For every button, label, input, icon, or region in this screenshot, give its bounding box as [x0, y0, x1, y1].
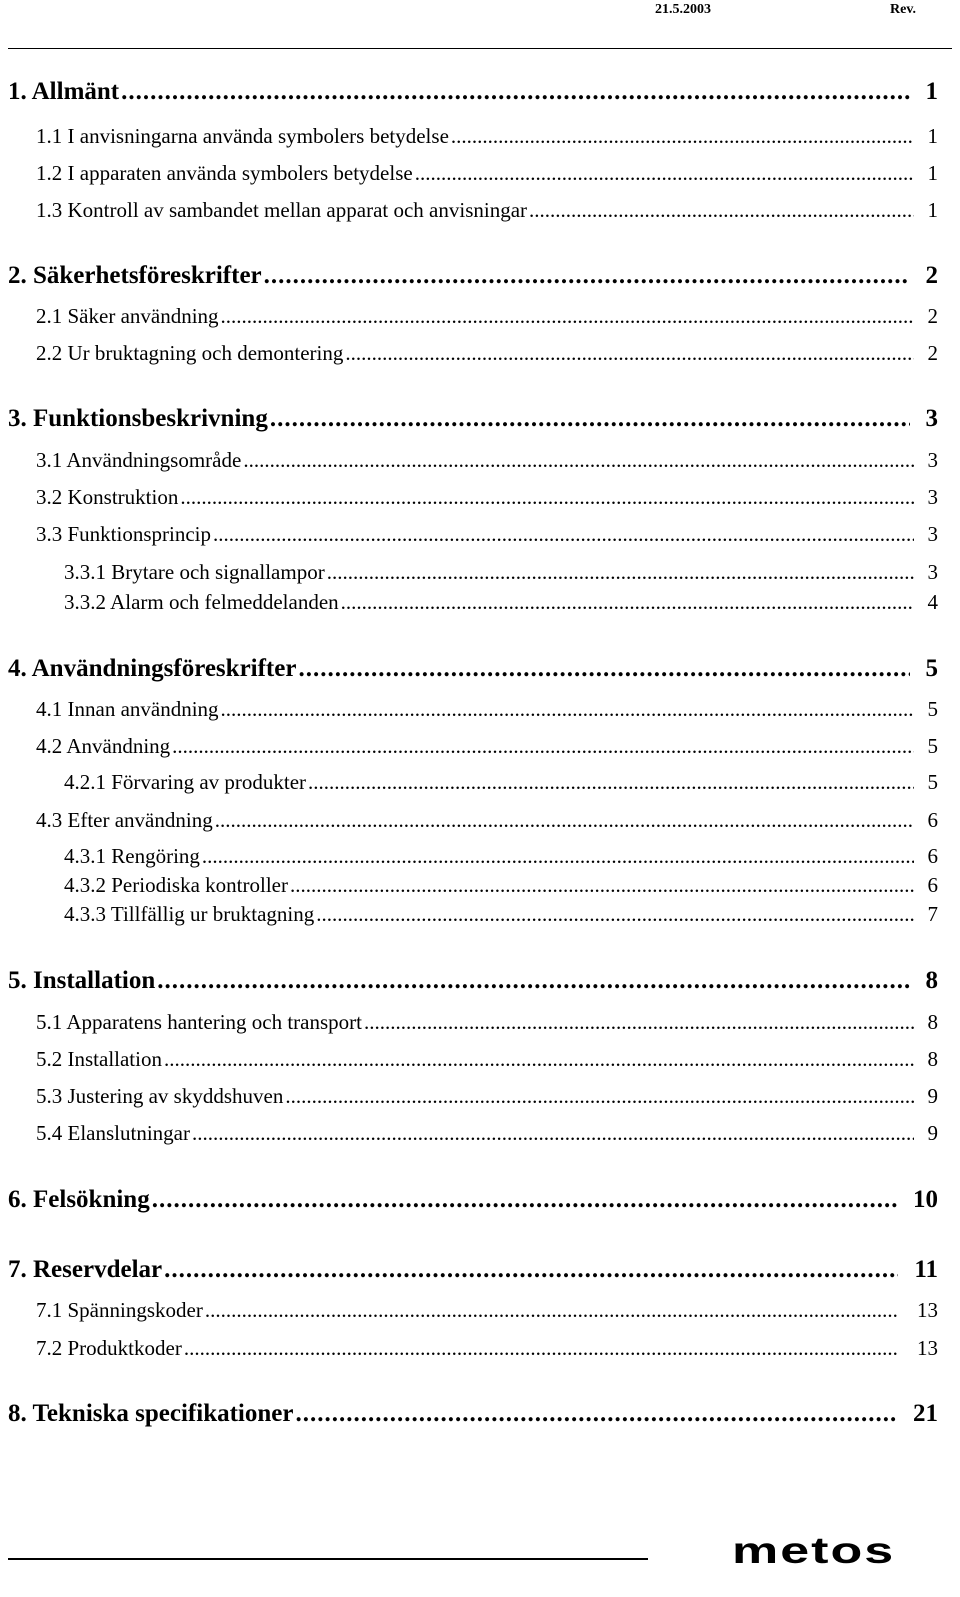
toc-dot-leader: [180, 485, 914, 510]
footer-rule: [8, 1558, 648, 1560]
toc-dot-leader: [152, 1186, 898, 1214]
header-date: 21.5.2003: [655, 2, 711, 17]
toc-dot-leader: [345, 341, 914, 366]
toc-entry-page-number: 5: [927, 697, 938, 721]
toc-entry[interactable]: [8, 262, 938, 290]
toc-entry-title: 5. Installation: [8, 967, 156, 994]
toc-entry-title: 4.3.2 Periodiska kontroller: [64, 873, 288, 897]
toc-dot-leader: [327, 560, 914, 585]
toc-entry-page-number: 8: [927, 1047, 938, 1071]
toc-entry-title: 2. Säkerhetsföreskrifter: [8, 262, 262, 289]
toc-entry-page-number: 9: [927, 1121, 938, 1145]
toc-entry[interactable]: [64, 770, 938, 795]
toc-entry-title: 5.4 Elanslutningar: [36, 1121, 190, 1145]
toc-entry-title: 8. Tekniska specifikationer: [8, 1400, 294, 1427]
toc-entry-title: 5.2 Installation: [36, 1047, 162, 1071]
toc-entry-title: 7.2 Produktkoder: [36, 1336, 182, 1360]
toc-entry-title: 4.3.1 Rengöring: [64, 844, 200, 868]
toc-dot-leader: [451, 124, 914, 149]
toc-dot-leader: [316, 902, 914, 927]
toc-entry[interactable]: [8, 655, 938, 683]
toc-dot-leader: [415, 161, 914, 186]
toc-dot-leader: [172, 734, 914, 759]
toc-entry[interactable]: [64, 590, 938, 615]
toc-dot-leader: [298, 655, 910, 683]
toc-entry[interactable]: [36, 1047, 938, 1072]
page-header: [0, 0, 960, 24]
toc-dot-leader: [192, 1121, 914, 1146]
toc-entry-page-number: 10: [913, 1186, 938, 1213]
toc-entry-page-number: 2: [927, 341, 938, 365]
toc-entry-page-number: 2: [927, 304, 938, 328]
toc-entry[interactable]: [36, 1010, 938, 1035]
toc-entry[interactable]: [36, 341, 938, 366]
toc-dot-leader: [295, 1400, 898, 1428]
toc-entry-title: 5.3 Justering av skyddshuven: [36, 1084, 284, 1108]
toc-entry-page-number: 13: [917, 1336, 938, 1360]
toc-entry-page-number: 4: [927, 590, 938, 614]
toc-entry-page-number: 8: [925, 967, 938, 994]
toc-dot-leader: [264, 262, 910, 290]
toc-entry-page-number: 3: [927, 522, 938, 546]
toc-dot-leader: [215, 808, 914, 833]
toc-dot-leader: [202, 844, 914, 869]
toc-entry-title: 3.3.1 Brytare och signallampor: [64, 560, 325, 584]
toc-dot-leader: [285, 1084, 914, 1109]
toc-entry-page-number: 2: [925, 262, 938, 289]
toc-entry-page-number: 1: [927, 124, 938, 148]
toc-dot-leader: [184, 1336, 898, 1361]
toc-entry-page-number: 1: [927, 161, 938, 185]
toc-entry-title: 7. Reservdelar: [8, 1256, 163, 1283]
toc-entry-title: 3.1 Användningsområde: [36, 448, 242, 472]
toc-dot-leader: [157, 967, 910, 995]
toc-entry-page-number: 3: [927, 448, 938, 472]
toc-entry-title: 3.3 Funktionsprincip: [36, 522, 212, 546]
toc-entry[interactable]: [64, 873, 938, 898]
header-revision: Rev.: [890, 2, 917, 17]
toc-entry-page-number: 3: [927, 560, 938, 584]
toc-dot-leader: [243, 448, 914, 473]
header-rule: [8, 48, 952, 49]
toc-entry-title: 7.1 Spänningskoder: [36, 1298, 203, 1322]
toc-entry[interactable]: [8, 1400, 938, 1428]
toc-entry-title: 6. Felsökning: [8, 1186, 150, 1213]
toc-entry-page-number: 21: [913, 1400, 938, 1427]
toc-dot-leader: [529, 198, 914, 223]
toc-entry[interactable]: [36, 161, 938, 186]
toc-entry[interactable]: [36, 304, 938, 329]
toc-entry-page-number: 6: [927, 844, 938, 868]
toc-entry-title: 1.2 I apparaten använda symbolers betydelse: [36, 161, 413, 185]
toc-dot-leader: [308, 770, 914, 795]
toc-entry[interactable]: [8, 1256, 938, 1284]
toc-entry[interactable]: [36, 448, 938, 473]
toc-entry-title: 4. Användningsföreskrifter: [8, 655, 297, 682]
toc-entry-title: 4.3.3 Tillfällig ur bruktagning: [64, 902, 315, 926]
toc-entry[interactable]: [36, 485, 938, 510]
toc-entry[interactable]: [64, 902, 938, 927]
toc-entry[interactable]: [8, 967, 938, 995]
toc-entry-page-number: 7: [927, 902, 938, 926]
toc-entry-title: 1. Allmänt: [8, 78, 120, 105]
toc-entry[interactable]: [36, 734, 938, 759]
toc-entry-page-number: 3: [927, 485, 938, 509]
toc-entry[interactable]: [8, 1186, 938, 1214]
toc-dot-leader: [221, 304, 914, 329]
toc-entry-page-number: 5: [927, 770, 938, 794]
toc-entry[interactable]: [64, 560, 938, 585]
toc-entry-page-number: 5: [925, 655, 938, 682]
toc-entry-page-number: 13: [917, 1298, 938, 1322]
toc-entry-title: 1.3 Kontroll av sambandet mellan apparat och anvisningar: [36, 198, 528, 222]
toc-entry-page-number: 5: [927, 734, 938, 758]
toc-entry-title: 2.2 Ur bruktagning och demontering: [36, 341, 344, 365]
toc-entry[interactable]: [36, 522, 938, 547]
toc-entry-title: 4.1 Innan användning: [36, 697, 219, 721]
toc-entry-page-number: 8: [927, 1010, 938, 1034]
toc-entry-title: 1.1 I anvisningarna använda symbolers betydelse: [36, 124, 449, 148]
toc-entry-title: 2.1 Säker användning: [36, 304, 219, 328]
metos-logo: metos: [732, 1529, 896, 1572]
toc-entry[interactable]: [36, 1298, 938, 1323]
toc-entry-page-number: 1: [925, 78, 938, 105]
toc-entry-page-number: 9: [927, 1084, 938, 1108]
toc-entry[interactable]: [36, 697, 938, 722]
toc-entry-title: 4.2.1 Förvaring av produkter: [64, 770, 307, 794]
toc-entry[interactable]: [36, 1336, 938, 1361]
toc-dot-leader: [164, 1047, 914, 1072]
toc-entry-title: 3. Funktionsbeskrivning: [8, 405, 268, 432]
toc-entry[interactable]: [8, 405, 938, 433]
toc-entry[interactable]: [36, 124, 938, 149]
toc-dot-leader: [205, 1298, 898, 1323]
toc-entry-page-number: 11: [914, 1256, 938, 1283]
toc-entry-page-number: 6: [927, 808, 938, 832]
toc-dot-leader: [290, 873, 914, 898]
toc-entry-title: 4.3 Efter användning: [36, 808, 213, 832]
toc-entry[interactable]: [36, 808, 938, 833]
toc-dot-leader: [270, 405, 910, 433]
toc-entry-page-number: 1: [927, 198, 938, 222]
toc-entry-page-number: 6: [927, 873, 938, 897]
toc-dot-leader: [341, 590, 914, 615]
toc-entry[interactable]: [36, 1121, 938, 1146]
toc-entry[interactable]: [36, 198, 938, 223]
toc-dot-leader: [164, 1256, 898, 1284]
toc-entry[interactable]: [8, 78, 938, 106]
toc-dot-leader: [364, 1010, 914, 1035]
toc-entry-page-number: 3: [925, 405, 938, 432]
toc-dot-leader: [213, 522, 914, 547]
toc-entry[interactable]: [64, 844, 938, 869]
toc-dot-leader: [221, 697, 914, 722]
toc-entry[interactable]: [36, 1084, 938, 1109]
toc-entry-title: 3.3.2 Alarm och felmeddelanden: [64, 590, 339, 614]
toc-entry-title: 5.1 Apparatens hantering och transport: [36, 1010, 362, 1034]
toc-entry-title: 3.2 Konstruktion: [36, 485, 179, 509]
toc-dot-leader: [121, 78, 910, 106]
toc-entry-title: 4.2 Användning: [36, 734, 171, 758]
